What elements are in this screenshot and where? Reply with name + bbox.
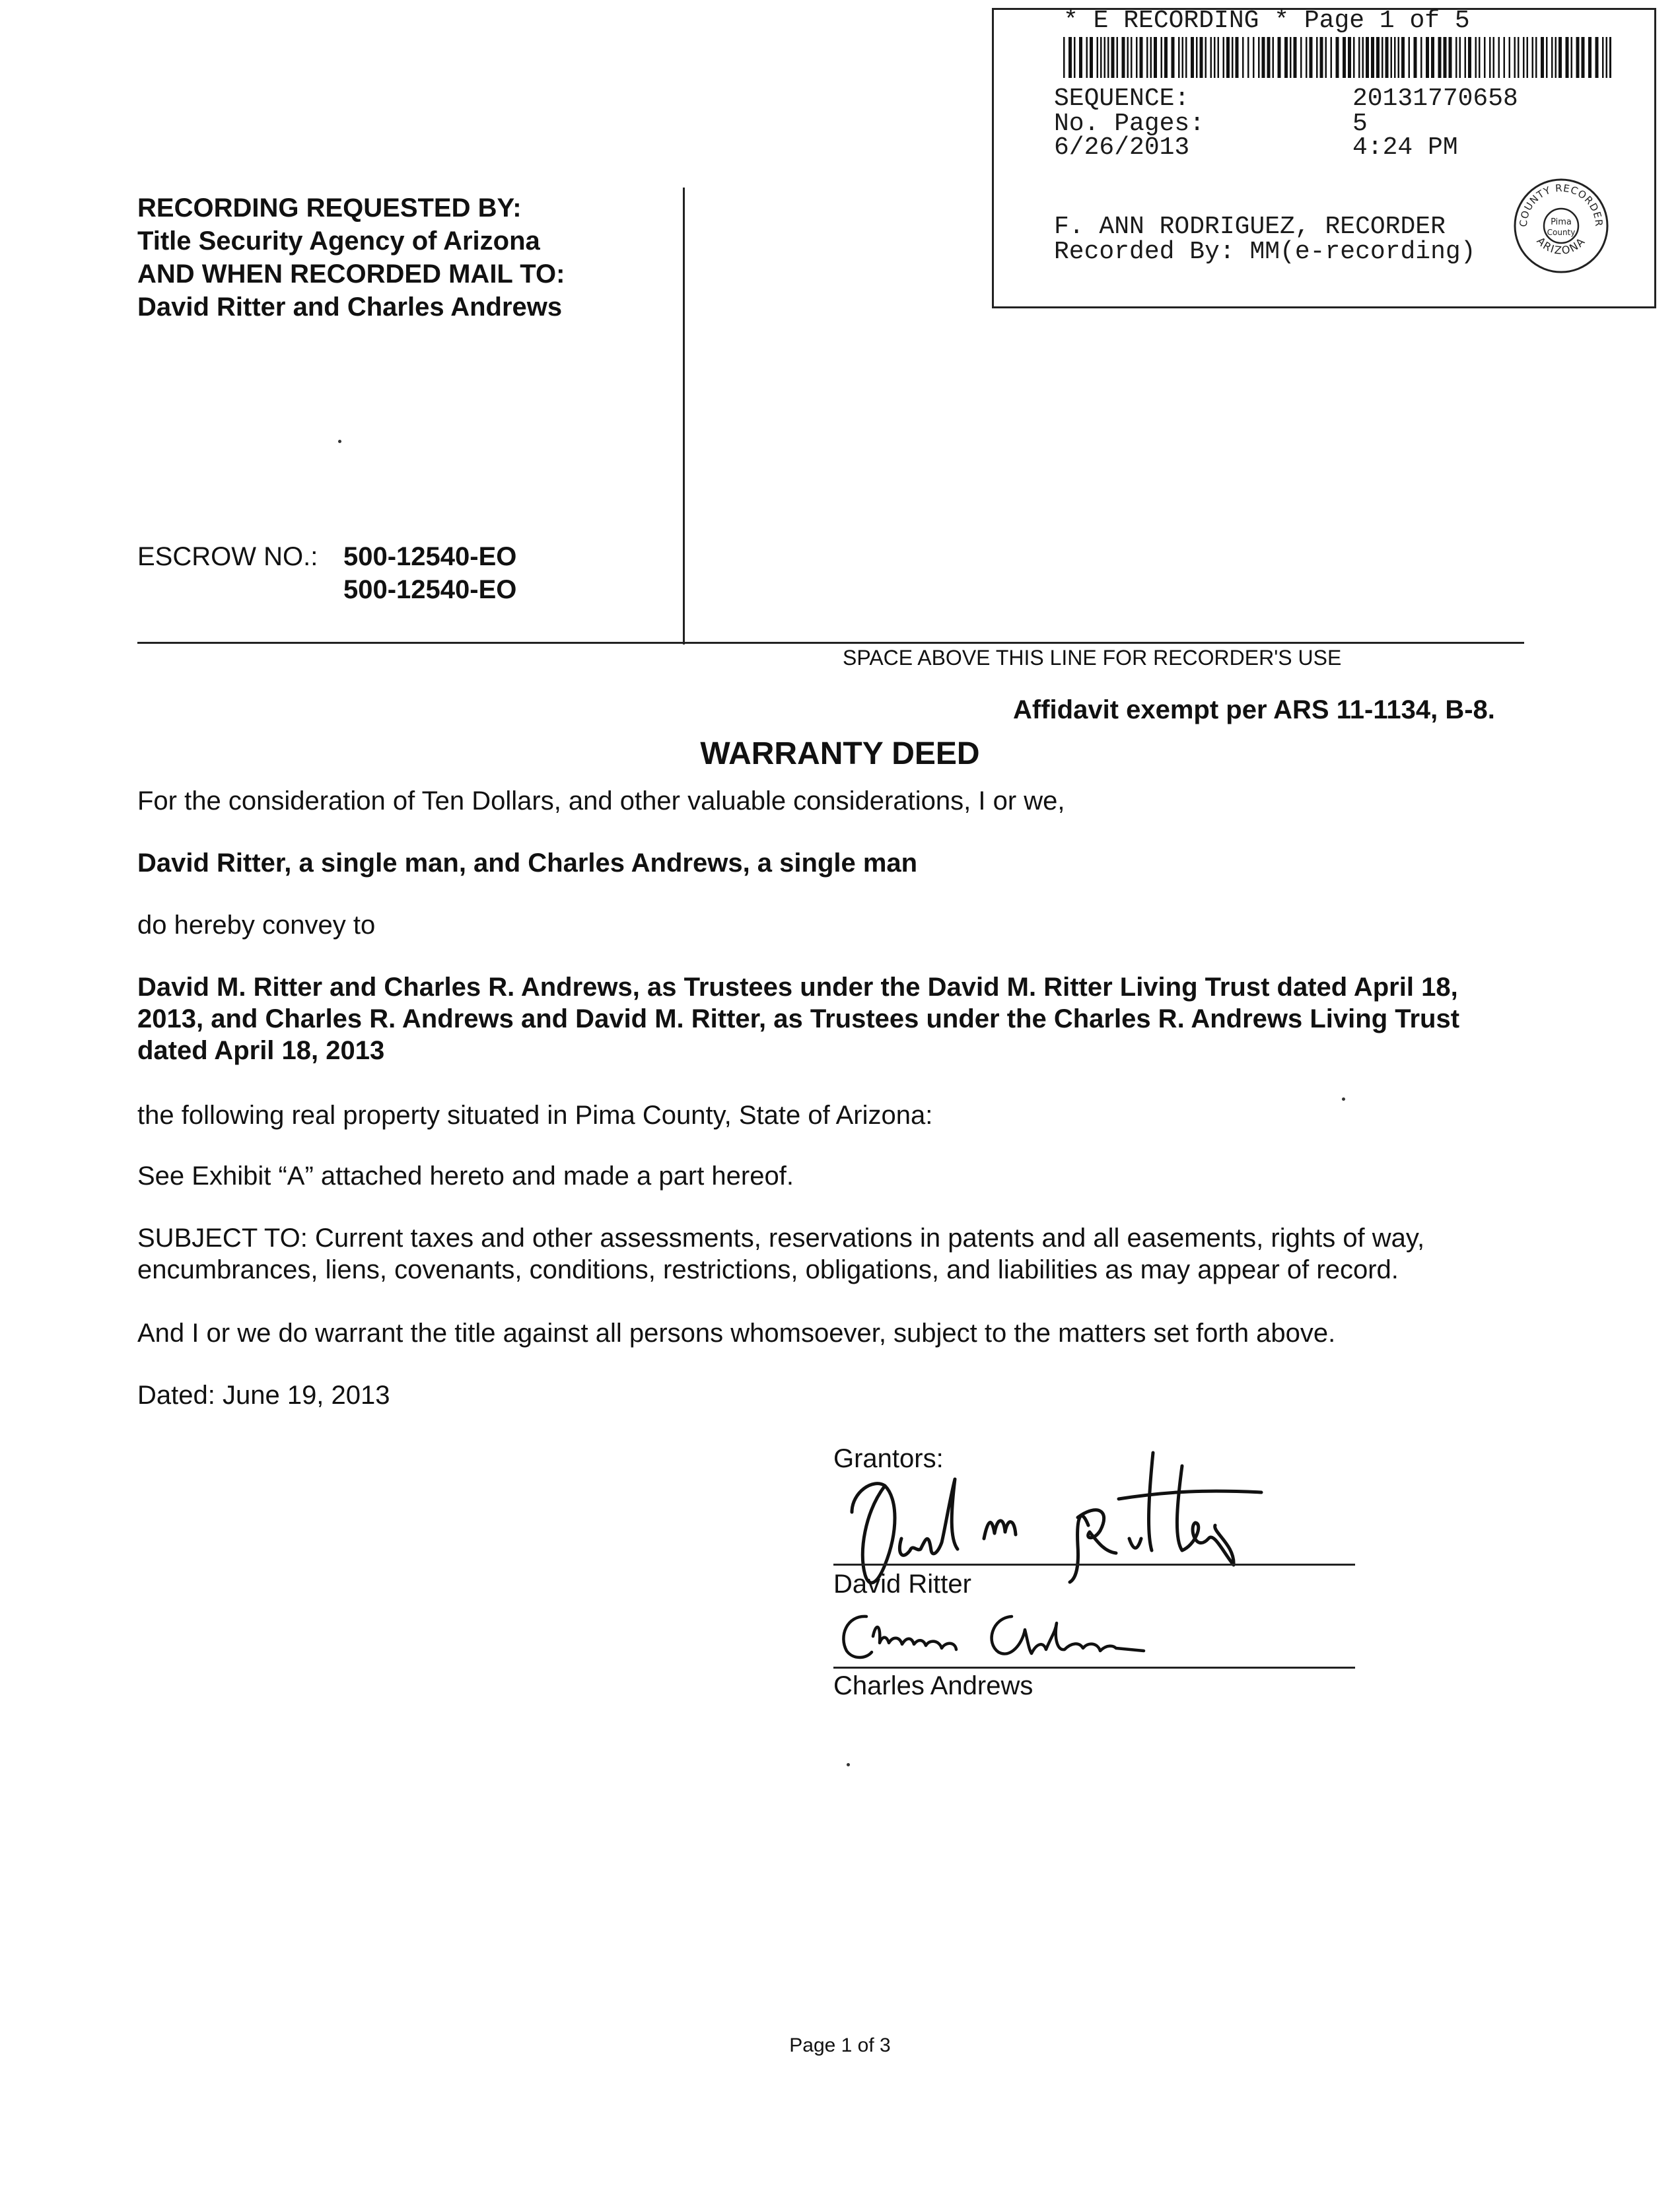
barcode-bar (1394, 37, 1396, 78)
barcode-bar (1558, 37, 1562, 78)
escrow-number-1: 500-12540-EO (343, 542, 517, 571)
barcode-bar (1117, 37, 1119, 78)
barcode-bar (1196, 37, 1198, 78)
grantors-description: David Ritter, a single man, and Charles Andrews, a single man (137, 849, 918, 878)
barcode-bar (1532, 37, 1534, 78)
barcode-bar (1366, 37, 1369, 78)
county-recorder-seal (1512, 177, 1610, 275)
barcode-bar (1223, 37, 1225, 78)
barcode-bar (1210, 37, 1212, 78)
barcode-bar (1602, 37, 1604, 78)
consideration-text: For the consideration of Ten Dollars, and other valuable considerations, I or we, (137, 786, 1065, 816)
barcode-bar (1385, 37, 1389, 78)
property-text: the following real property situated in Pima County, State of Arizona: (137, 1101, 933, 1130)
barcode-bar (1100, 37, 1102, 78)
signature-line-charles (833, 1667, 1355, 1669)
barcode-bar (1290, 37, 1292, 78)
grantees-line-3: dated April 18, 2013 (137, 1036, 385, 1065)
barcode-bar (1104, 37, 1106, 78)
barcode-bar (1164, 37, 1168, 78)
exhibit-text: See Exhibit “A” attached hereto and made a part hereof. (137, 1162, 794, 1191)
barcode-bar (1420, 37, 1422, 78)
grantors-label: Grantors: (833, 1444, 944, 1473)
barcode-bar (1232, 37, 1234, 78)
barcode-bar (1358, 37, 1360, 78)
escrow-number-2: 500-12540-EO (343, 575, 517, 604)
mail-to-label: AND WHEN RECORDED MAIL TO: (137, 260, 565, 289)
barcode (1063, 37, 1611, 78)
barcode-bar (1267, 37, 1271, 78)
barcode-bar (1226, 37, 1230, 78)
barcode-bar (1504, 37, 1506, 78)
barcode-bar (1273, 37, 1275, 78)
barcode-bar (1278, 37, 1281, 78)
barcode-bar (1489, 37, 1491, 78)
barcode-bar (1253, 37, 1255, 78)
barcode-bar (1348, 37, 1351, 78)
barcode-bar (1191, 37, 1194, 78)
barcode-bar (1140, 37, 1143, 78)
grantees-line-2: 2013, and Charles R. Andrews and David M. Ritter, as Trustees under the Charles R. Andrews Living Trust (137, 1004, 1460, 1033)
barcode-bar (1555, 37, 1557, 78)
barcode-bar (1150, 37, 1152, 78)
barcode-bar (1214, 37, 1216, 78)
barcode-bar (1236, 37, 1239, 78)
stamp-header: * E RECORDING * Page 1 of 5 (1063, 7, 1470, 35)
barcode-bar (1063, 37, 1065, 78)
barcode-bar (1258, 37, 1260, 78)
stray-mark (1342, 1097, 1345, 1101)
escrow-label: ESCROW NO.: (137, 542, 318, 571)
affidavit-note: Affidavit exempt per ARS 11-1134, B-8. (1013, 695, 1495, 724)
barcode-bar (1535, 37, 1537, 78)
barcode-bar (1444, 37, 1447, 78)
subject-to-line-2: encumbrances, liens, covenants, conditions, restrictions, obligations, and liabilities as may appear of record. (137, 1255, 1399, 1284)
barcode-bar (1523, 37, 1525, 78)
convey-text: do hereby convey to (137, 911, 376, 940)
barcode-bar (1468, 37, 1471, 78)
barcode-bar (1438, 37, 1442, 78)
barcode-bar (1551, 37, 1553, 78)
barcode-bar (1074, 37, 1076, 78)
barcode-bar (1107, 37, 1109, 78)
mail-to-name: David Ritter and Charles Andrews (137, 293, 563, 322)
barcode-bar (1455, 37, 1457, 78)
barcode-bar (1493, 37, 1495, 78)
stamp-recorded-by: Recorded By: MM(e-recording) (1054, 238, 1476, 266)
barcode-bar (1426, 37, 1429, 78)
barcode-bar (1131, 37, 1133, 78)
stamp-sequence-label: SEQUENCE: (1054, 85, 1190, 113)
dated-text: Dated: June 19, 2013 (137, 1381, 390, 1410)
barcode-bar (1325, 37, 1327, 78)
seal-center-text-1: Pima (1551, 217, 1572, 227)
barcode-bar (1362, 37, 1364, 78)
barcode-bar (1527, 37, 1529, 78)
barcode-bar (1205, 37, 1207, 78)
barcode-bar (1242, 37, 1244, 78)
barcode-bar (1343, 37, 1346, 78)
header-divider-vertical (683, 188, 685, 644)
barcode-bar (1353, 37, 1355, 78)
barcode-bar (1262, 37, 1265, 78)
barcode-bar (1200, 37, 1203, 78)
barcode-bar (1247, 37, 1249, 78)
barcode-bar (1449, 37, 1452, 78)
signature-line-david (833, 1564, 1355, 1566)
barcode-bar (1090, 37, 1093, 78)
barcode-bar (1541, 37, 1544, 78)
subject-to-line-1: SUBJECT TO: Current taxes and other assessments, reservations in patents and all easements, rights of way, (137, 1224, 1425, 1253)
barcode-bar (1146, 37, 1148, 78)
stamp-sequence-value: 20131770658 (1352, 85, 1518, 113)
barcode-bar (1185, 37, 1187, 78)
barcode-bar (1331, 37, 1333, 78)
barcode-bar (1127, 37, 1129, 78)
barcode-bar (1310, 37, 1313, 78)
signer-1-name: David Ritter (833, 1570, 971, 1599)
barcode-bar (1382, 37, 1383, 78)
grantees-line-1: David M. Ritter and Charles R. Andrews, as Trustees under the David M. Ritter Living Trust dated April 18, (137, 973, 1458, 1002)
barcode-bar (1097, 37, 1099, 78)
barcode-bar (1154, 37, 1157, 78)
barcode-bar (1376, 37, 1380, 78)
stray-mark (338, 440, 341, 443)
barcode-bar (1518, 37, 1520, 78)
svg-text:ARIZONA (1534, 234, 1588, 257)
barcode-bar (1498, 37, 1500, 78)
barcode-bar (1595, 37, 1599, 78)
barcode-bar (1588, 37, 1592, 78)
stamp-recorder-line: F. ANN RODRIGUEZ, RECORDER (1054, 213, 1446, 241)
seal-bottom-text: ARIZONA (1534, 234, 1588, 258)
barcode-bar (1300, 37, 1302, 78)
barcode-bar (1111, 37, 1115, 78)
requested-by-name: Title Security Agency of Arizona (137, 226, 540, 256)
barcode-bar (1401, 37, 1405, 78)
barcode-bar (1178, 37, 1180, 78)
stray-mark (847, 1763, 850, 1766)
recorder-use-note: SPACE ABOVE THIS LINE FOR RECORDER'S USE (843, 646, 1342, 670)
barcode-bar (1576, 37, 1580, 78)
barcode-bar (1320, 37, 1323, 78)
barcode-bar (1336, 37, 1339, 78)
barcode-bar (1122, 37, 1125, 78)
warrant-text: And I or we do warrant the title against all persons whomsoever, subject to the matters set forth above. (137, 1319, 1336, 1348)
barcode-bar (1409, 37, 1411, 78)
barcode-bar (1606, 37, 1608, 78)
barcode-bar (1284, 37, 1288, 78)
barcode-bar (1371, 37, 1374, 78)
seal-center-text-2: County (1547, 228, 1576, 237)
barcode-bar (1465, 37, 1467, 78)
barcode-bar (1609, 37, 1611, 78)
recorder-use-line (137, 642, 1524, 644)
seal-top-text: COUNTY RECORDER (1517, 182, 1605, 228)
barcode-bar (1459, 37, 1461, 78)
barcode-bar (1136, 37, 1138, 78)
barcode-bar (1509, 37, 1511, 78)
barcode-bar (1086, 37, 1088, 78)
barcode-bar (1414, 37, 1417, 78)
barcode-bar (1079, 37, 1082, 78)
barcode-bar (1484, 37, 1486, 78)
barcode-bar (1514, 37, 1516, 78)
barcode-bar (1431, 37, 1434, 78)
deed-title: WARRANTY DEED (700, 736, 980, 771)
stamp-pages-value: 5 (1352, 110, 1368, 138)
requested-by-label: RECORDING REQUESTED BY: (137, 193, 522, 223)
barcode-bar (1294, 37, 1297, 78)
barcode-bar (1479, 37, 1481, 78)
barcode-bar (1068, 37, 1072, 78)
barcode-bar (1571, 37, 1573, 78)
stamp-pages-label: No. Pages: (1054, 110, 1205, 138)
stamp-time: 4:24 PM (1352, 133, 1458, 162)
barcode-bar (1391, 37, 1393, 78)
barcode-bar (1546, 37, 1548, 78)
signature-charles-andrews (833, 1610, 1256, 1669)
page-number: Page 1 of 3 (789, 2034, 891, 2056)
stamp-date: 6/26/2013 (1054, 133, 1190, 162)
barcode-bar (1172, 37, 1175, 78)
barcode-bar (1475, 37, 1477, 78)
barcode-bar (1566, 37, 1569, 78)
barcode-bar (1398, 37, 1400, 78)
barcode-bar (1182, 37, 1184, 78)
barcode-bar (1582, 37, 1585, 78)
barcode-bar (1161, 37, 1163, 78)
signer-2-name: Charles Andrews (833, 1671, 1033, 1700)
barcode-bar (1218, 37, 1220, 78)
barcode-bar (1306, 37, 1308, 78)
barcode-bar (1316, 37, 1318, 78)
